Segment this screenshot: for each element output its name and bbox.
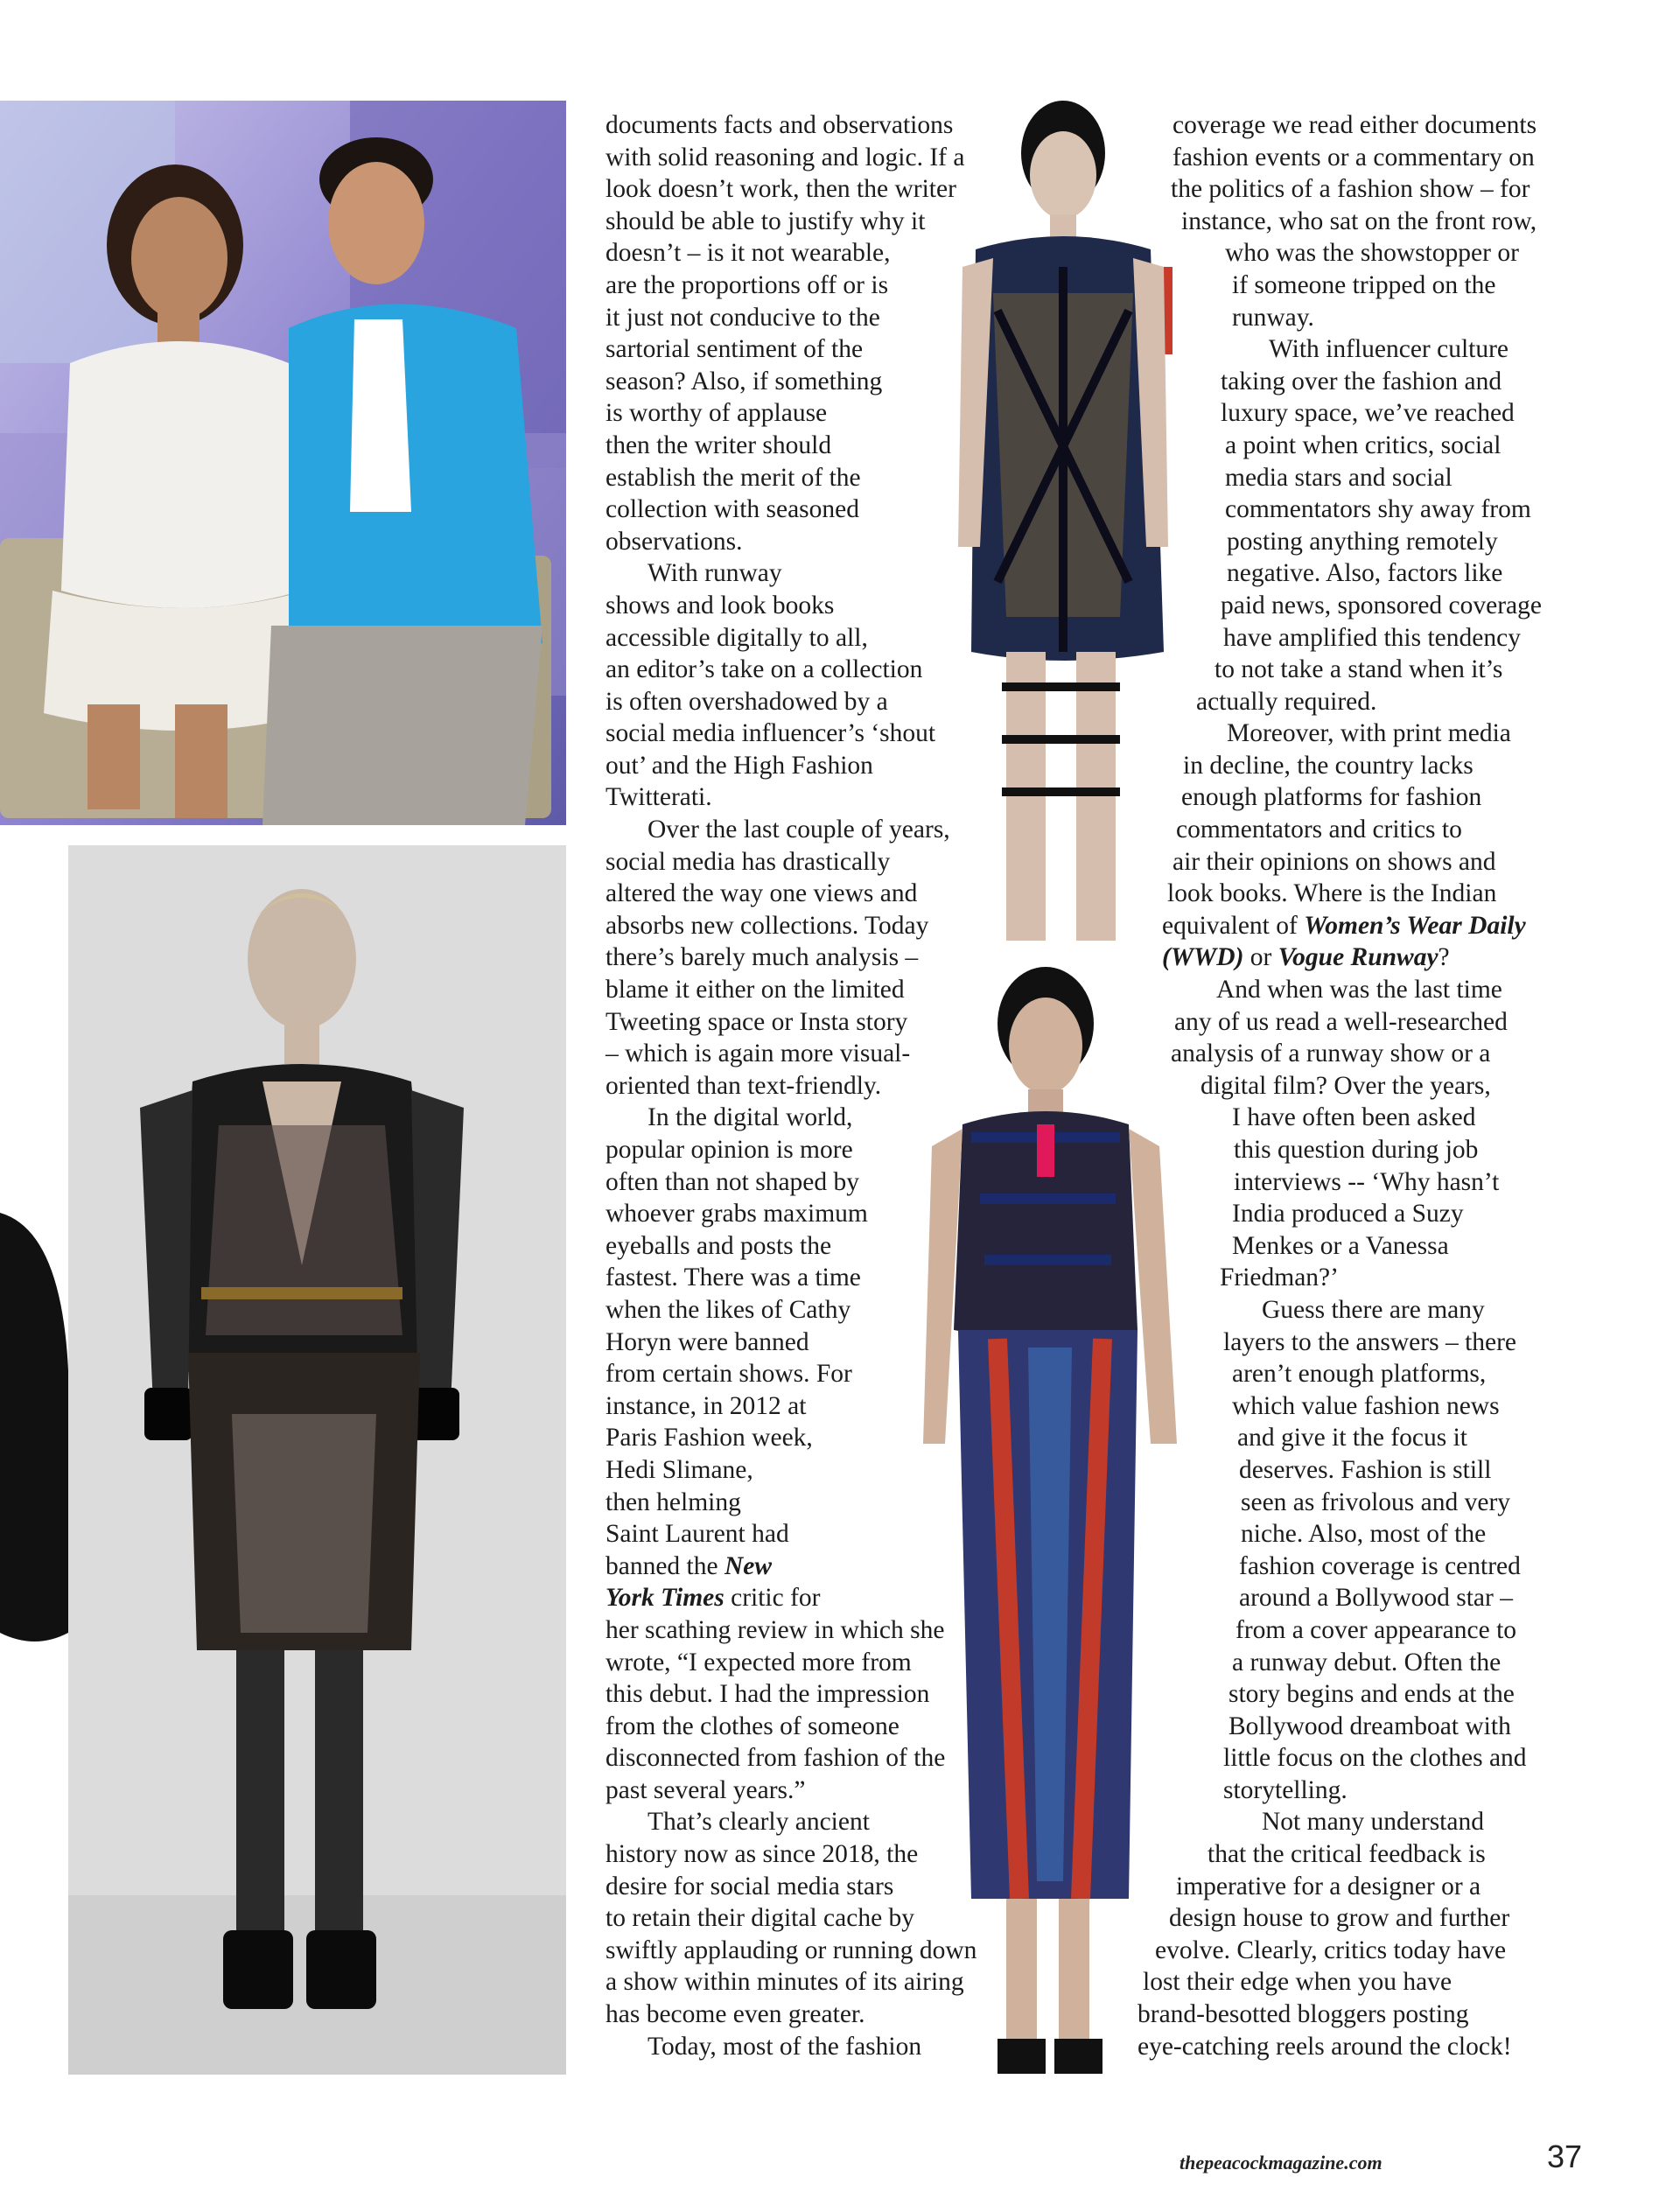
text-line: fashion coverage is centred [1239,1551,1521,1580]
text-line: season? Also, if something [606,367,883,396]
text-segment: equivalent of [1162,911,1298,940]
paragraph [606,814,976,1102]
text-segment: critic for [731,1584,821,1613]
text-line: if someone tripped on the [1232,270,1496,299]
text-line: look doesn’t work, then the writer [606,175,956,204]
text-line: then the writer should [606,430,832,459]
text-line: imperative for a designer or a [1176,1872,1481,1900]
text-line: past several years.” [606,1775,806,1804]
text-line: should be able to justify why it [606,206,926,235]
text-line: posting anything remotely [1227,527,1498,556]
text-line: deserves. Fashion is still [1239,1455,1492,1484]
paragraph [606,557,976,814]
text-line: in decline, the country lacks [1183,751,1474,780]
text-line: this debut. I had the impression [606,1680,930,1709]
text-line: whoever grabs maximum [606,1200,868,1228]
text-line: collection with seasoned [606,495,860,524]
text-line: have amplified this tendency [1223,623,1521,652]
paragraph [606,1806,976,2030]
text-line: documents facts and observations [606,111,954,139]
publication-name: Vogue Runway [1278,943,1438,972]
text-line: look books. Where is the Indian [1167,879,1497,908]
footer-website: thepeacockmagazine.com [1180,2152,1382,2174]
text-line: little focus on the clothes and [1223,1744,1527,1773]
photo-runway-black [0,845,566,2075]
text-line: analysis of a runway show or a [1171,1040,1491,1068]
text-line: oriented than text-friendly. [606,1071,882,1100]
text-line: evolve. Clearly, critics today have [1155,1936,1507,1964]
text-line: has become even greater. [606,2000,865,2029]
text-line: Horyn were banned [606,1327,809,1356]
text-line: from the clothes of someone [606,1712,900,1740]
paragraph [606,1102,976,1806]
text-line: Friedman?’ [1220,1264,1339,1292]
text-line: blame it either on the limited [606,976,905,1004]
text-line: swiftly applauding or running down [606,1936,977,1964]
text-line: Twitterati. [606,783,712,812]
text-line: Tweeting space or Insta story [606,1007,908,1036]
paragraph [1138,333,1592,718]
paragraph [606,109,976,557]
text-line: doesn’t – is it not wearable, [606,239,891,268]
text-line: In the digital world, [648,1103,853,1132]
text-line: With runway [648,559,782,588]
text-segment: ? [1438,943,1450,972]
text-line: with solid reasoning and logic. If a [606,143,965,172]
paragraph [1138,109,1592,333]
text-line: her scathing review in which she [606,1615,945,1644]
text-segment: banned the [606,1551,718,1580]
publication-name: York Times [606,1584,724,1613]
text-line: popular opinion is more [606,1136,853,1164]
text-line: desire for social media stars [606,1872,894,1900]
text-line: With influencer culture [1269,335,1509,364]
text-line: seen as frivolous and very [1241,1488,1511,1516]
text-line: out’ and the High Fashion [606,751,873,780]
text-line: coverage we read either documents [1172,111,1537,139]
text-line: luxury space, we’ve reached [1221,399,1515,428]
text-line: taking over the fashion and [1221,367,1502,396]
text-line: disconnected from fashion of the [606,1744,946,1773]
article-column-right [1138,109,1592,2062]
text-line: absorbs new collections. Today [606,911,929,940]
photo-runway-black-art [0,845,566,2075]
article-column-left [606,109,976,2062]
text-line: the politics of a fashion show – for [1171,175,1530,204]
text-line: lost their edge when you have [1143,1968,1452,1997]
photo-tv-studio [0,101,566,825]
text-line [606,1550,976,1583]
text-line: design house to grow and further [1169,1904,1510,1933]
text-line: storytelling. [1223,1775,1348,1804]
text-line: Saint Laurent had [606,1520,789,1549]
paragraph [1138,718,1592,974]
text-line: social media influencer’s ‘shout [606,719,936,748]
text-line: sartorial sentiment of the [606,335,864,364]
text-line: Today, most of the fashion [648,2032,922,2061]
text-line: history now as since 2018, the [606,1840,919,1869]
text-line: to retain their digital cache by [606,1904,915,1933]
text-line: Hedi Slimane, [606,1455,753,1484]
text-line: who was the showstopper or [1225,239,1519,268]
text-line: actually required. [1196,687,1377,716]
text-line: digital film? Over the years, [1200,1071,1491,1100]
text-line: establish the merit of the [606,463,861,492]
text-line: fastest. There was a time [606,1264,861,1292]
text-line: brand-besotted bloggers posting [1138,2000,1469,2029]
text-line: from certain shows. For [606,1360,852,1389]
text-line: I have often been asked [1232,1103,1476,1132]
text-line: story begins and ends at the [1228,1680,1515,1709]
text-line [606,1582,976,1614]
text-line: That’s clearly ancient [648,1808,870,1837]
text-line: around a Bollywood star – [1239,1584,1513,1613]
text-line: Bollywood dreamboat with [1228,1712,1511,1740]
text-line: niche. Also, most of the [1241,1520,1487,1549]
text-line: Over the last couple of years, [648,816,950,844]
text-line: social media has drastically [606,847,891,876]
text-line: layers to the answers – there [1223,1327,1517,1356]
text-line: any of us read a well-researched [1174,1007,1508,1036]
text-line: accessible digitally to all, [606,623,868,652]
text-line: instance, who sat on the front row, [1181,206,1537,235]
text-line: Moreover, with print media [1227,719,1511,748]
text-line: – which is again more visual- [606,1040,911,1068]
photo-tv-studio-art [0,101,566,825]
text-line: Guess there are many [1262,1295,1485,1324]
text-line: a show within minutes of its airing [606,1968,964,1997]
text-line: interviews -- ‘Why hasn’t [1234,1167,1500,1196]
text-line: from a cover appearance to [1236,1615,1517,1644]
text-line: that the critical feedback is [1208,1840,1486,1869]
text-line: to not take a stand when it’s [1214,655,1503,684]
publication-name: New [724,1551,773,1580]
text-line: fashion events or a commentary on [1172,143,1535,172]
text-segment: or [1250,943,1272,972]
text-line: air their opinions on shows and [1172,847,1496,876]
text-line: commentators and critics to [1176,816,1462,844]
text-line: runway. [1232,303,1314,332]
text-line [1138,942,1592,974]
text-line: And when was the last time [1216,976,1502,1004]
text-line: a runway debut. Often the [1232,1648,1502,1676]
text-line: Paris Fashion week, [606,1424,813,1452]
text-line: Not many understand [1262,1808,1484,1837]
text-line: an editor’s take on a collection [606,655,923,684]
text-line: commentators shy away from [1225,495,1531,524]
page-number: 37 [1547,2138,1583,2174]
text-line: negative. Also, factors like [1227,559,1503,588]
text-line: and give it the focus it [1237,1424,1467,1452]
text-line: India produced a Suzy [1232,1200,1464,1228]
text-line: observations. [606,527,743,556]
text-line: enough platforms for fashion [1181,783,1482,812]
paragraph [606,2031,976,2063]
text-line: often than not shaped by [606,1167,860,1196]
text-line: altered the way one views and [606,879,918,908]
text-line: is often overshadowed by a [606,687,888,716]
text-line: then helming [606,1488,741,1516]
text-line: eye-catching reels around the clock! [1138,2032,1512,2061]
publication-name: (WWD) [1162,943,1244,972]
text-line: which value fashion news [1232,1391,1500,1420]
paragraph [1138,974,1592,1294]
text-line: a point when critics, social [1225,430,1502,459]
text-line: when the likes of Cathy [606,1295,851,1324]
text-line: instance, in 2012 at [606,1391,807,1420]
text-line: wrote, “I expected more from [606,1648,912,1676]
text-line: are the proportions off or is [606,270,889,299]
text-line: shows and look books [606,591,835,620]
text-line: aren’t enough platforms, [1232,1360,1487,1389]
text-line: it just not conducive to the [606,303,880,332]
text-line: media stars and social [1225,463,1452,492]
paragraph [1138,1806,1592,2062]
text-line: there’s barely much analysis – [606,943,919,972]
text-line: Menkes or a Vanessa [1232,1231,1449,1260]
text-line: paid news, sponsored coverage [1221,591,1542,620]
text-line: is worthy of applause [606,399,828,428]
text-line: this question during job [1234,1136,1479,1164]
publication-name: Women’s Wear Daily [1304,911,1526,940]
text-line: eyeballs and posts the [606,1231,832,1260]
paragraph [1138,1294,1592,1807]
text-line [1138,910,1592,942]
